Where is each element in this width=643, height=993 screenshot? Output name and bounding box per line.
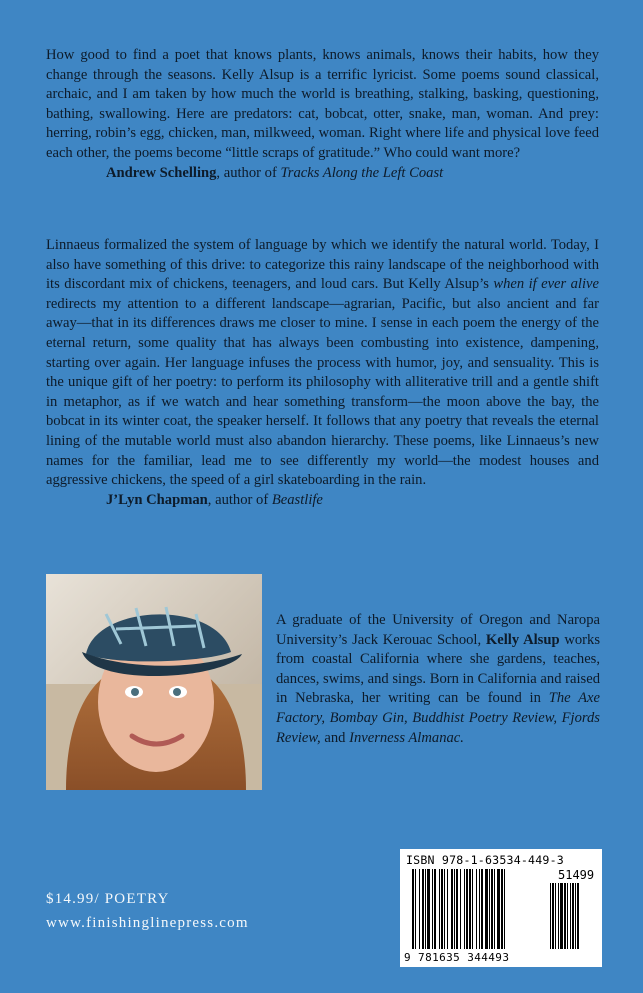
price-code: 51499	[558, 868, 595, 882]
author-photo	[46, 574, 262, 790]
author-bio	[276, 611, 600, 748]
bio-text: and	[320, 729, 350, 746]
author-name: Kelly Alsup	[485, 631, 560, 648]
ean-digits: 9 781635 344493	[404, 951, 510, 964]
blurb-text: How good to find a poet that knows plants, knows animals, knows their habits, how they change through the seasons. Kelly Alsup is a terrific lyricist. Some poems sound classical, archaic, and I am taken by how much the world is breathing, stalking, basking, questioning, bathing, swallowing. Here are predators: cat, bobcat, otter, snake, man, woman. And prey: herring, robin’s egg, chicken, man, milkweed, woman. Right where life and physical love feed each other, the poems become “little scraps of gratitude.” Who could want more?	[46, 47, 599, 161]
isbn-barcode	[400, 849, 602, 967]
blurb-attribution	[106, 164, 599, 184]
blurb-text-part: redirects my attention to a different landscape—agrarian, Pacific, but also ancient and far away—that in its differences draws me closer to mine. I sense in each poem the energy of the eternal return, some quality that has always been combusting into existence, dampening, starting over again. Her language infuses the process with humor, joy, and sensuality. This is the unique gift of her poetry: to perform its philosophy with alliterative trill and a gentle shift in metaphor, as if we watch and hear something transform—the moon above the bay, the bobcat in its winter coat, the speaker herself. It follows that any poetry that reveals the eternal lining of the mutable world must also abandon hierarchy. These poems, like Linnaeus’s new names for the familiar, lead me to see differently my world—the modest houses and aggressive chickens, the speed of a girl skateboarding in the rain.	[46, 295, 599, 489]
isbn-label: ISBN 978-1-63534-449-3	[406, 853, 564, 867]
blurb-text	[46, 236, 599, 491]
blurb-schelling	[46, 46, 599, 183]
book-title: when if ever alive	[493, 276, 599, 293]
bio-text: works from coastal California where she gardens, teaches, dances, swims, and sings. Born in California and raised in Nebraska, her writing can be found in	[276, 631, 600, 707]
bio-text: A graduate of the University of Oregon and Naropa University’s Jack Kerouac School,	[276, 612, 600, 648]
bio-publications: The Axe Factory, Bombay Gin, Buddhist Poetry Review, Fjords Review,	[276, 690, 600, 746]
blurb-author: J’Lyn Chapman	[106, 491, 208, 508]
publisher-url: www.finishinglinepress.com	[46, 915, 249, 931]
blurb-attribution	[106, 491, 599, 511]
blurb-text-part: Linnaeus formalized the system of language by which we identify the natural world. Today, I also have something of this drive: to categorize this rainy landscape of the neighborhood with its discordant mix of chickens, teenagers, and loud cars. But Kelly Alsup’s	[46, 237, 599, 293]
blurb-chapman	[46, 236, 599, 510]
price-category: $14.99/ POETRY	[46, 891, 170, 907]
blurb-book-title: Tracks Along the Left Coast	[280, 164, 444, 181]
blurb-author: Andrew Schelling	[106, 164, 217, 181]
barcode-bars	[400, 849, 602, 967]
attribution-connector: , author of	[207, 491, 272, 508]
bio-publication: Inverness Almanac.	[349, 729, 464, 746]
blurb-book-title: Beastlife	[271, 491, 323, 508]
attribution-connector: , author of	[216, 164, 281, 181]
price-and-publisher	[46, 887, 249, 935]
